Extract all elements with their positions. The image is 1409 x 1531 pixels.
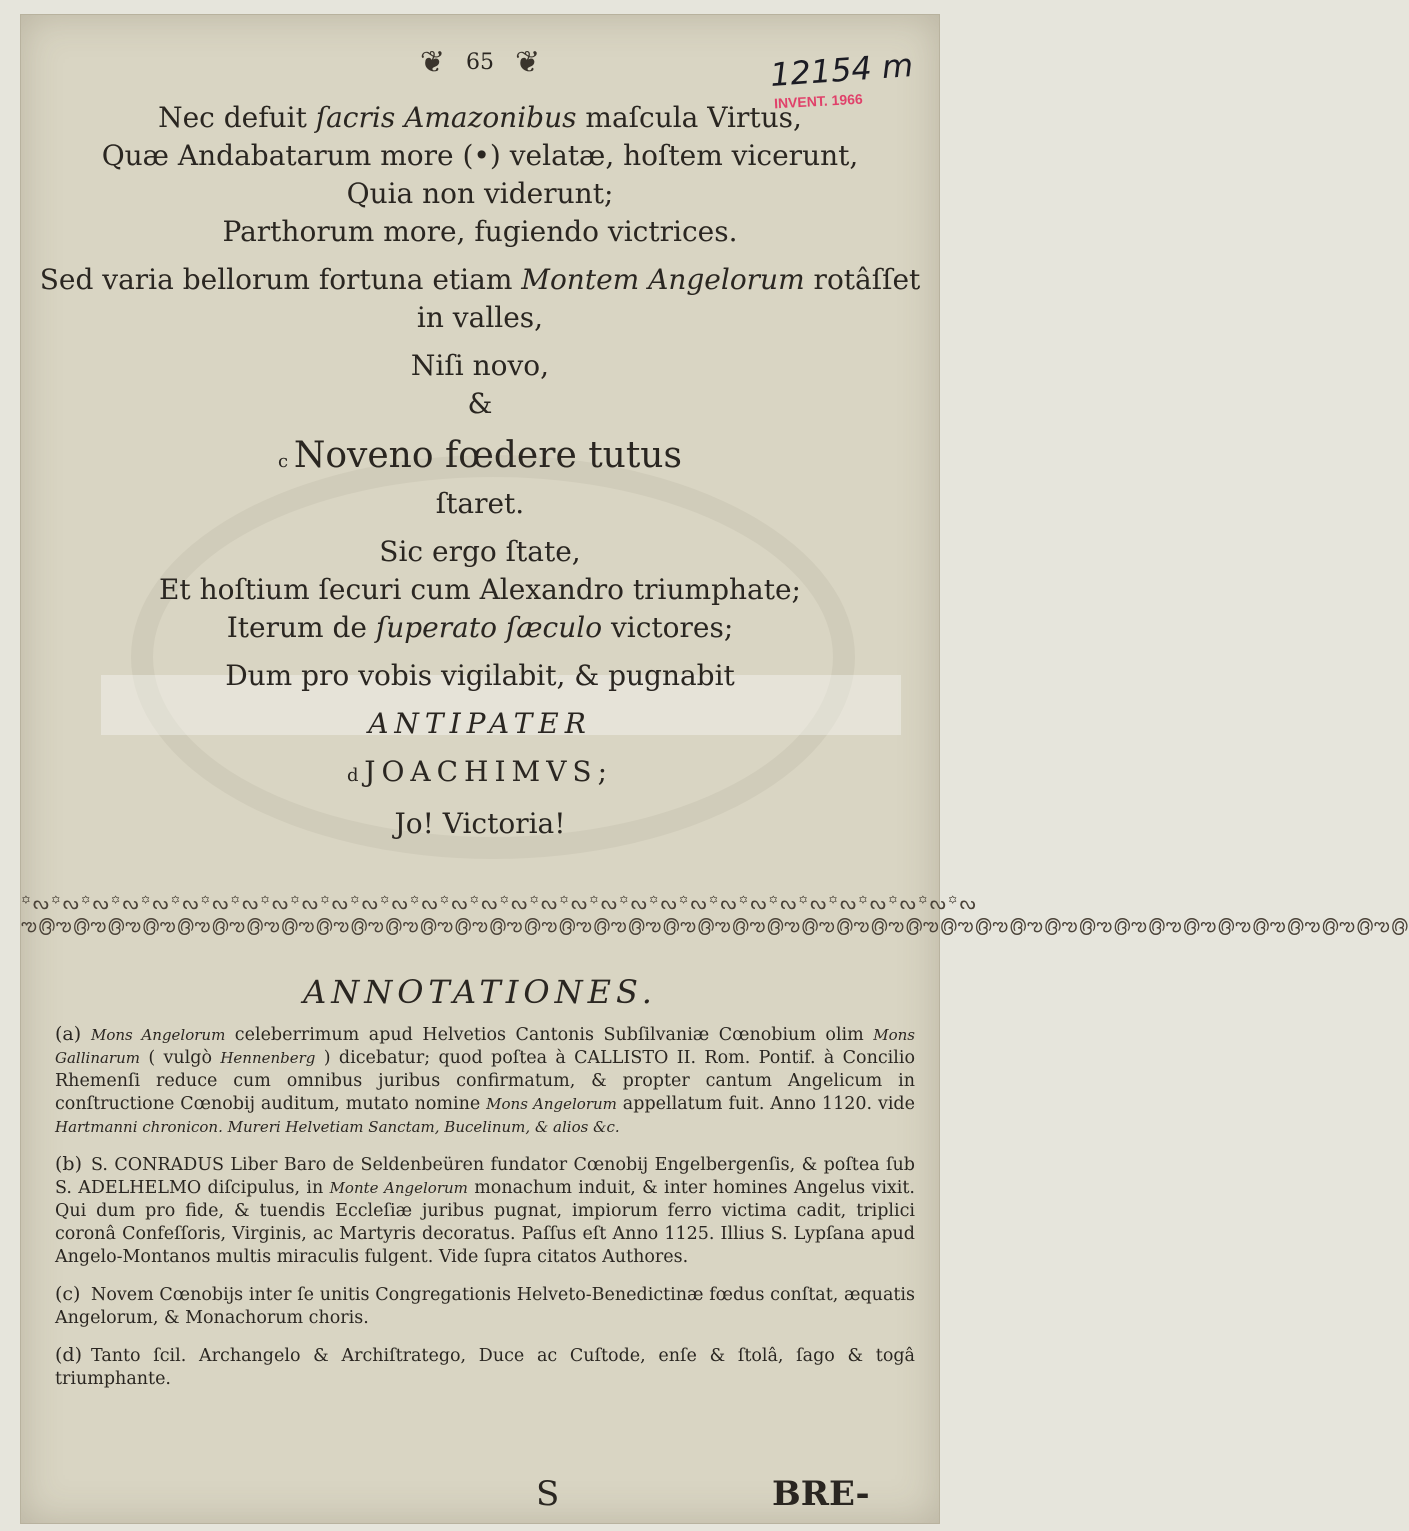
poem-line: Quæ Andabatarum more (•) velatæ, hoſtem vicerunt,: [101, 139, 859, 172]
poem-line: Iterum de ſuperato ſæculo victores;: [226, 611, 734, 644]
decorative-border: [21, 891, 1409, 961]
antipater-heading: ANTIPATER: [368, 707, 592, 740]
catchword: BRE-: [772, 1474, 870, 1514]
poem-line: Sic ergo ſtate,: [379, 535, 581, 568]
inventory-stamp: INVENT. 1966: [773, 90, 864, 112]
poem-line: Nec defuit ſacris Amazonibus maſcula Virtus,: [158, 101, 802, 134]
poem-line: ſtaret.: [435, 487, 525, 520]
poem-text: [21, 99, 939, 843]
poem-line: in valles,: [416, 301, 544, 334]
joachimus-heading: d JOACHIMVS;: [346, 755, 614, 788]
border-ornament-row: ఌ൫ఌ൫ఌ൫ఌ൫ఌ൫ఌ൫ఌ൫ఌ൫ఌ൫ఌ൫ఌ൫ఌ൫ఌ൫ఌ൫ఌ൫ఌ൫ఌ൫ఌ൫ఌ൫ఌ൫ఌ൫ఌ൫ఌ൫ఌ൫ఌ൫ఌ൫ఌ൫ఌ൫ఌ൫ఌ൫ఌ൫ఌ൫ఌ൫ఌ൫ఌ൫ఌ൫ఌ൫ఌ൫ఌ൫ఌ൫: [21, 915, 1409, 936]
annotation-a: (a) Mons Angelorum celeberrimum apud Helvetios Cantonis Subſilvaniæ Cœnobium olim Mons Gallinarum ( vulgò Hennenberg ) dicebatur; quod poſtea à CALLISTO II. Rom. Pontif. à Concilio Rhemenſi reduce cum omnibus juribus confirmatum, & propter cantum Angelicum in conſtructione Cœnobij auditum, mutato nomine Mons Angelorum appellatum fuit. Anno 1120. vide Hartmanni chronicon. Mureri Helvetiam Sanctam, Bucelinum, & alios &c.: [55, 1023, 915, 1136]
poem-line: Et hoſtium ſecuri cum Alexandro triumphate;: [158, 573, 801, 606]
annotations-list: [55, 1023, 915, 1405]
annotations-heading: ANNOTATIONES.: [303, 973, 657, 1011]
signature-mark: S: [536, 1474, 560, 1514]
poem-line: &: [467, 387, 493, 420]
poem-line: Parthorum more, fugiendo victrices.: [222, 215, 738, 248]
poem-line: Niſi novo,: [410, 349, 550, 382]
handwritten-inventory-number: 12154 m: [768, 46, 915, 94]
poem-line: Quia non viderunt;: [346, 177, 614, 210]
annotation-c: (c) Novem Cœnobijs inter ſe unitis Congregationis Helveto-Benedictinæ fœdus conſtat, æquatis Angelorum, & Monachorum choris.: [55, 1283, 915, 1328]
poem-line: Sed varia bellorum fortuna etiam Montem Angelorum rotâſſet: [39, 263, 921, 296]
annotation-d: (d) Tanto ſcil. Archangelo & Archiſtratego, Duce ac Cuſtode, enſe & ſtolâ, ſago & togâ triumphante.: [55, 1344, 915, 1389]
poem-line: Jo! Victoria!: [394, 807, 566, 840]
page-sheet: [20, 14, 1409, 1524]
page-number: 65: [466, 49, 494, 75]
floral-ornament-right-icon: ❦: [515, 45, 541, 80]
annotation-b: (b) S. CONRADUS Liber Baro de Seldenbeüren fundator Cœnobij Engelbergenſis, & poſtea ſub S. ADELHELMO diſcipulus, in Monte Angelorum monachum induit, & inter homines Angelus vixit. Qui dum pro fide, & tuendis Eccleſiæ juribus pugnat, impiorum ferro victima cadit, triplici coronâ Confeſſoris, Virginis, ac Martyris decoratus. Paſſus eſt Anno 1125. Illius S. Lypſana apud Angelo-Montanos multis miraculis fulgent. Vide ſupra citatos Authores.: [55, 1153, 915, 1267]
poem-line: Dum pro vobis vigilabit, & pugnabit: [225, 659, 735, 692]
poem-line: c Noveno fœdere tutus: [278, 435, 682, 476]
border-ornament-row: ꙳ᔓ꙳ᔓ꙳ᔓ꙳ᔓ꙳ᔓ꙳ᔓ꙳ᔓ꙳ᔓ꙳ᔓ꙳ᔓ꙳ᔓ꙳ᔓ꙳ᔓ꙳ᔓ꙳ᔓ꙳ᔓ꙳ᔓ꙳ᔓ꙳ᔓ꙳ᔓ꙳ᔓ꙳ᔓ꙳ᔓ꙳ᔓ꙳ᔓ꙳ᔓ꙳ᔓ꙳ᔓ꙳ᔓ꙳ᔓ꙳ᔓ꙳ᔓ: [21, 893, 978, 914]
floral-ornament-left-icon: ❦: [419, 45, 445, 80]
